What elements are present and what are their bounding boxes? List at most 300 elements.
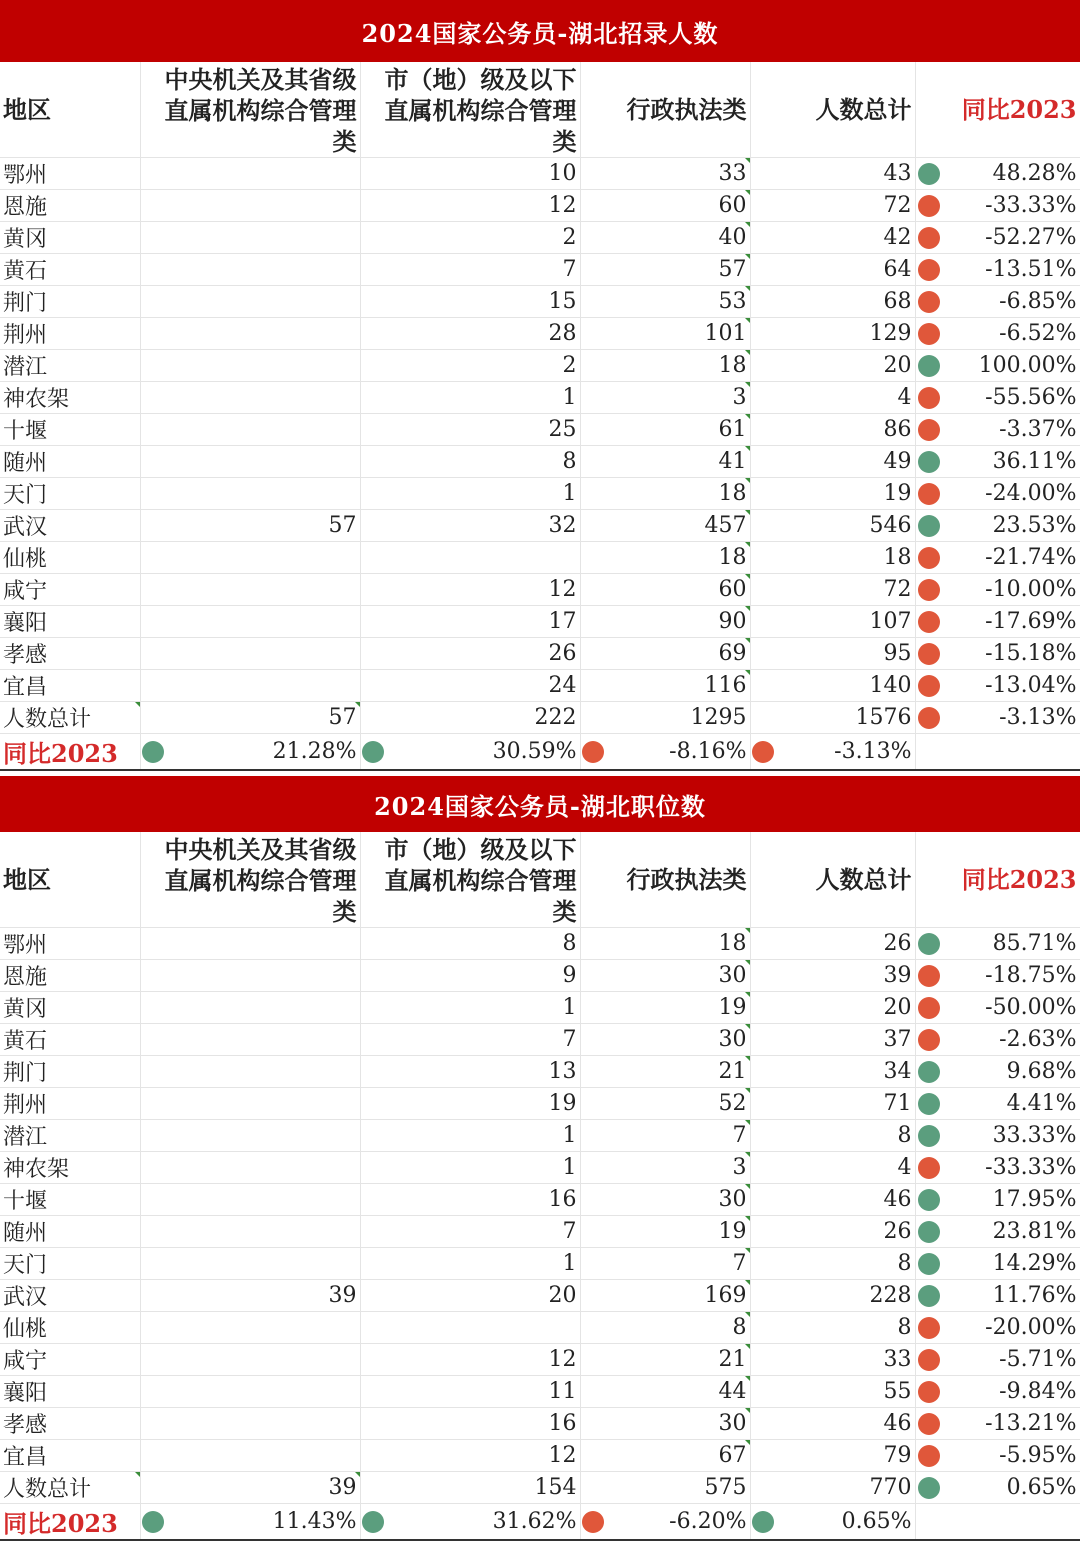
total-cell[interactable] (750, 1440, 915, 1472)
cell-value: 1 (562, 481, 577, 506)
central-cell[interactable] (140, 446, 360, 478)
table-row (0, 1120, 1080, 1152)
yoy-row-label[interactable] (0, 1504, 140, 1541)
region-cell[interactable] (0, 1376, 140, 1408)
table-row (0, 960, 1080, 992)
region-cell[interactable] (0, 190, 140, 222)
total-cell[interactable] (750, 446, 915, 478)
region-cell[interactable] (0, 960, 140, 992)
central-cell[interactable] (140, 222, 360, 254)
cell-value: -5.71% (999, 1347, 1077, 1372)
admin-cell[interactable] (580, 1152, 750, 1184)
admin-cell[interactable] (580, 1408, 750, 1440)
city-cell[interactable] (360, 190, 580, 222)
cell-value: 228 (869, 1283, 912, 1308)
region-cell[interactable] (0, 1152, 140, 1184)
admin-cell[interactable] (580, 1280, 750, 1312)
yoy-cell[interactable] (915, 1280, 1080, 1312)
region-cell[interactable] (0, 1120, 140, 1152)
yoy-cell[interactable] (915, 542, 1080, 574)
city-cell[interactable] (360, 670, 580, 702)
total-cell[interactable] (750, 158, 915, 190)
header-central[interactable]: 中央机关及其省级直属机构综合管理类 (140, 62, 360, 158)
city-cell[interactable] (360, 960, 580, 992)
total-cell[interactable] (750, 992, 915, 1024)
total-cell[interactable] (750, 1120, 915, 1152)
yoy-row-label[interactable] (0, 734, 140, 771)
header-central[interactable]: 中央机关及其省级直属机构综合管理类 (140, 832, 360, 928)
admin-cell[interactable] (580, 222, 750, 254)
total-cell[interactable] (750, 1152, 915, 1184)
region-cell[interactable] (0, 1280, 140, 1312)
cell-value: 18 (718, 481, 747, 506)
table-row (0, 350, 1080, 382)
yoy-cell[interactable] (915, 574, 1080, 606)
central-cell[interactable] (140, 254, 360, 286)
yoy-cell[interactable] (915, 1248, 1080, 1280)
summary-city-cell[interactable] (360, 1472, 580, 1504)
central-cell[interactable] (140, 158, 360, 190)
region-cell[interactable] (0, 670, 140, 702)
city-cell[interactable] (360, 382, 580, 414)
yoy-central-cell[interactable] (140, 1504, 360, 1541)
city-cell[interactable] (360, 574, 580, 606)
header-total[interactable]: 人数总计 (750, 62, 915, 158)
cell-value: -3.13% (999, 705, 1077, 730)
yoy-cell[interactable] (915, 414, 1080, 446)
summary-label[interactable] (0, 702, 140, 734)
city-cell[interactable] (360, 478, 580, 510)
green-circle-icon (918, 1061, 940, 1083)
table-row (0, 1376, 1080, 1408)
yoy-cell[interactable] (915, 254, 1080, 286)
city-cell[interactable] (360, 992, 580, 1024)
cell-value: 37 (883, 1027, 912, 1052)
table-row (0, 1024, 1080, 1056)
region-cell[interactable] (0, 542, 140, 574)
yoy-cell[interactable] (915, 960, 1080, 992)
total-cell[interactable] (750, 1024, 915, 1056)
central-cell[interactable] (140, 542, 360, 574)
total-cell[interactable] (750, 254, 915, 286)
comment-marker (745, 1280, 750, 1285)
total-cell[interactable] (750, 286, 915, 318)
header-total[interactable]: 人数总计 (750, 832, 915, 928)
total-cell[interactable] (750, 222, 915, 254)
region-cell[interactable] (0, 1216, 140, 1248)
region-cell[interactable] (0, 1248, 140, 1280)
header-yoy[interactable]: 同比2023 (915, 832, 1080, 928)
yoy-admin-cell[interactable] (580, 734, 750, 771)
green-circle-icon (918, 163, 940, 185)
cell-value: 457 (704, 513, 747, 538)
admin-cell[interactable] (580, 1184, 750, 1216)
region-cell[interactable] (0, 1056, 140, 1088)
admin-cell[interactable] (580, 510, 750, 542)
admin-cell[interactable] (580, 286, 750, 318)
yoy-cell[interactable] (915, 1152, 1080, 1184)
admin-cell[interactable] (580, 670, 750, 702)
city-cell[interactable] (360, 1024, 580, 1056)
city-cell[interactable] (360, 350, 580, 382)
yoy-cell[interactable] (915, 670, 1080, 702)
city-cell[interactable] (360, 1120, 580, 1152)
yoy-cell[interactable] (915, 350, 1080, 382)
region-cell[interactable] (0, 382, 140, 414)
admin-cell[interactable] (580, 638, 750, 670)
admin-cell[interactable] (580, 318, 750, 350)
city-cell[interactable] (360, 446, 580, 478)
cell-value: -2.63% (999, 1027, 1077, 1052)
admin-cell[interactable] (580, 1248, 750, 1280)
central-cell[interactable] (140, 992, 360, 1024)
region-cell[interactable] (0, 574, 140, 606)
total-cell[interactable] (750, 670, 915, 702)
yoy-cell[interactable] (915, 1216, 1080, 1248)
admin-cell[interactable] (580, 254, 750, 286)
total-cell[interactable] (750, 960, 915, 992)
central-cell[interactable] (140, 1184, 360, 1216)
city-cell[interactable] (360, 1056, 580, 1088)
cell-value: -18.75% (985, 963, 1077, 988)
total-cell[interactable] (750, 318, 915, 350)
city-cell[interactable] (360, 1344, 580, 1376)
city-cell[interactable] (360, 1376, 580, 1408)
yoy-cell[interactable] (915, 1440, 1080, 1472)
total-cell[interactable] (750, 414, 915, 446)
total-cell[interactable] (750, 1344, 915, 1376)
yoy-cell[interactable] (915, 1408, 1080, 1440)
central-cell[interactable] (140, 1440, 360, 1472)
comment-marker (135, 1472, 140, 1477)
cell-value: 21 (718, 1059, 747, 1084)
total-cell[interactable] (750, 478, 915, 510)
yoy-cell[interactable] (915, 446, 1080, 478)
city-cell[interactable] (360, 414, 580, 446)
central-cell[interactable] (140, 1248, 360, 1280)
header-region[interactable]: 地区 (0, 832, 140, 928)
region-cell[interactable] (0, 928, 140, 960)
total-cell[interactable] (750, 1056, 915, 1088)
cell-value: 33 (883, 1347, 912, 1372)
total-cell[interactable] (750, 542, 915, 574)
table-row (0, 1248, 1080, 1280)
total-cell[interactable] (750, 382, 915, 414)
comment-marker (745, 1056, 750, 1061)
yoy-cell[interactable] (915, 992, 1080, 1024)
city-cell[interactable] (360, 638, 580, 670)
cell-value: 40 (718, 225, 747, 250)
city-cell[interactable] (360, 254, 580, 286)
cell-value: 154 (534, 1475, 577, 1500)
total-cell[interactable] (750, 1088, 915, 1120)
yoy-total-cell[interactable] (750, 734, 915, 771)
region-cell[interactable] (0, 1024, 140, 1056)
central-cell[interactable] (140, 1216, 360, 1248)
total-cell[interactable] (750, 1376, 915, 1408)
region-cell[interactable] (0, 350, 140, 382)
city-cell[interactable] (360, 1408, 580, 1440)
table-row (0, 1056, 1080, 1088)
admin-cell[interactable] (580, 446, 750, 478)
region-cell[interactable] (0, 446, 140, 478)
admin-cell[interactable] (580, 1024, 750, 1056)
total-cell[interactable] (750, 350, 915, 382)
region-cell[interactable] (0, 254, 140, 286)
central-cell[interactable] (140, 670, 360, 702)
total-cell[interactable] (750, 1216, 915, 1248)
city-cell[interactable] (360, 158, 580, 190)
admin-cell[interactable] (580, 1056, 750, 1088)
header-admin[interactable]: 行政执法类 (580, 62, 750, 158)
admin-cell[interactable] (580, 1216, 750, 1248)
yoy-cell[interactable] (915, 318, 1080, 350)
yoy-cell[interactable] (915, 638, 1080, 670)
cell-value: 襄阳 (3, 611, 48, 636)
central-cell[interactable] (140, 478, 360, 510)
yoy-cell[interactable] (915, 1088, 1080, 1120)
region-cell[interactable] (0, 1184, 140, 1216)
city-cell[interactable] (360, 928, 580, 960)
empty-cell[interactable] (915, 1504, 1080, 1541)
region-cell[interactable] (0, 158, 140, 190)
yoy-cell[interactable] (915, 382, 1080, 414)
central-cell[interactable] (140, 1344, 360, 1376)
summary-central-cell[interactable] (140, 1472, 360, 1504)
cell-value: 1 (562, 1123, 577, 1148)
yoy-total-cell[interactable] (750, 1504, 915, 1541)
cell-value: 770 (869, 1475, 912, 1500)
central-cell[interactable] (140, 1088, 360, 1120)
central-cell[interactable] (140, 510, 360, 542)
yoy-cell[interactable] (915, 1024, 1080, 1056)
table-row (0, 542, 1080, 574)
city-cell[interactable] (360, 1216, 580, 1248)
admin-cell[interactable] (580, 1088, 750, 1120)
total-cell[interactable] (750, 574, 915, 606)
region-cell[interactable] (0, 1088, 140, 1120)
empty-cell[interactable] (915, 734, 1080, 771)
total-cell[interactable] (750, 1184, 915, 1216)
cell-value: 8 (732, 1315, 747, 1340)
cell-value: 72 (883, 193, 912, 218)
header-region[interactable]: 地区 (0, 62, 140, 158)
yoy-cell[interactable] (915, 1120, 1080, 1152)
red-circle-icon (918, 997, 940, 1019)
admin-cell[interactable] (580, 960, 750, 992)
region-cell[interactable] (0, 286, 140, 318)
central-cell[interactable] (140, 960, 360, 992)
central-cell[interactable] (140, 1152, 360, 1184)
central-cell[interactable] (140, 1312, 360, 1344)
admin-cell[interactable] (580, 414, 750, 446)
cell-value: 12 (548, 1347, 577, 1372)
admin-cell[interactable] (580, 158, 750, 190)
green-circle-icon (918, 515, 940, 537)
region-cell[interactable] (0, 510, 140, 542)
city-cell[interactable] (360, 286, 580, 318)
yoy-cell[interactable] (915, 190, 1080, 222)
comment-marker (745, 158, 750, 163)
yoy-cell[interactable] (915, 1376, 1080, 1408)
region-cell[interactable] (0, 1344, 140, 1376)
admin-cell[interactable] (580, 992, 750, 1024)
total-cell[interactable] (750, 1312, 915, 1344)
yoy-cell[interactable] (915, 928, 1080, 960)
admin-cell[interactable] (580, 1376, 750, 1408)
city-cell[interactable] (360, 542, 580, 574)
city-cell[interactable] (360, 1152, 580, 1184)
central-cell[interactable] (140, 382, 360, 414)
summary-central-cell[interactable] (140, 702, 360, 734)
admin-cell[interactable] (580, 382, 750, 414)
central-cell[interactable] (140, 638, 360, 670)
summary-city-cell[interactable] (360, 702, 580, 734)
header-city[interactable]: 市（地）级及以下直属机构综合管理类 (360, 62, 580, 158)
region-cell[interactable] (0, 1440, 140, 1472)
total-cell[interactable] (750, 1280, 915, 1312)
region-cell[interactable] (0, 414, 140, 446)
cell-value: 宜昌 (3, 675, 48, 700)
cell-value: -8.16% (669, 739, 747, 764)
header-admin[interactable]: 行政执法类 (580, 832, 750, 928)
total-cell[interactable] (750, 638, 915, 670)
yoy-city-cell[interactable] (360, 734, 580, 771)
city-cell[interactable] (360, 510, 580, 542)
cell-value: 31.62% (492, 1509, 577, 1534)
summary-admin-cell[interactable] (580, 702, 750, 734)
city-cell[interactable] (360, 318, 580, 350)
comment-marker (745, 286, 750, 291)
central-cell[interactable] (140, 1024, 360, 1056)
region-cell[interactable] (0, 1312, 140, 1344)
region-cell[interactable] (0, 222, 140, 254)
summary-total-cell[interactable] (750, 702, 915, 734)
table-row (0, 574, 1080, 606)
region-cell[interactable] (0, 318, 140, 350)
cell-value: 46 (883, 1187, 912, 1212)
yoy-cell[interactable] (915, 1344, 1080, 1376)
yoy-cell[interactable] (915, 1056, 1080, 1088)
region-cell[interactable] (0, 478, 140, 510)
city-cell[interactable] (360, 1184, 580, 1216)
admin-cell[interactable] (580, 928, 750, 960)
region-cell[interactable] (0, 1408, 140, 1440)
cell-value: 85.71% (992, 931, 1077, 956)
central-cell[interactable] (140, 1056, 360, 1088)
summary-label[interactable] (0, 1472, 140, 1504)
city-cell[interactable] (360, 1440, 580, 1472)
total-cell[interactable] (750, 190, 915, 222)
admin-cell[interactable] (580, 190, 750, 222)
cell-value: 同比2023 (3, 739, 118, 768)
city-cell[interactable] (360, 1312, 580, 1344)
city-cell[interactable] (360, 1088, 580, 1120)
region-cell[interactable] (0, 606, 140, 638)
central-cell[interactable] (140, 1408, 360, 1440)
central-cell[interactable] (140, 350, 360, 382)
summary-total-cell[interactable] (750, 1472, 915, 1504)
yoy-cell[interactable] (915, 1312, 1080, 1344)
yoy-cell[interactable] (915, 606, 1080, 638)
cell-value: 19 (548, 1091, 577, 1116)
admin-cell[interactable] (580, 1120, 750, 1152)
cell-value: -24.00% (985, 481, 1077, 506)
yoy-cell[interactable] (915, 478, 1080, 510)
central-cell[interactable] (140, 606, 360, 638)
city-cell[interactable] (360, 1280, 580, 1312)
summary-admin-cell[interactable] (580, 1472, 750, 1504)
cell-value: 20 (883, 353, 912, 378)
central-cell[interactable] (140, 190, 360, 222)
cell-value: 9 (562, 963, 577, 988)
region-cell[interactable] (0, 638, 140, 670)
yoy-cell[interactable] (915, 510, 1080, 542)
central-cell[interactable] (140, 414, 360, 446)
central-cell[interactable] (140, 1120, 360, 1152)
cell-value: 21 (718, 1347, 747, 1372)
comment-marker (745, 1088, 750, 1093)
total-cell[interactable] (750, 1248, 915, 1280)
yoy-cell[interactable] (915, 286, 1080, 318)
admin-cell[interactable] (580, 1440, 750, 1472)
admin-cell[interactable] (580, 574, 750, 606)
total-cell[interactable] (750, 510, 915, 542)
region-cell[interactable] (0, 992, 140, 1024)
cell-value: 0.65% (841, 1509, 912, 1534)
city-cell[interactable] (360, 1248, 580, 1280)
summary-yoy-cell[interactable] (915, 702, 1080, 734)
cell-value: 18 (718, 931, 747, 956)
header-city[interactable]: 市（地）级及以下直属机构综合管理类 (360, 832, 580, 928)
central-cell[interactable] (140, 928, 360, 960)
comment-marker (745, 1024, 750, 1029)
admin-cell[interactable] (580, 478, 750, 510)
header-yoy[interactable]: 同比2023 (915, 62, 1080, 158)
yoy-central-cell[interactable] (140, 734, 360, 771)
central-cell[interactable] (140, 1280, 360, 1312)
admin-cell[interactable] (580, 1344, 750, 1376)
city-cell[interactable] (360, 222, 580, 254)
cell-value: 天门 (3, 483, 48, 508)
cell-value: 9.68% (1006, 1059, 1077, 1084)
central-cell[interactable] (140, 318, 360, 350)
cell-value: 43 (883, 161, 912, 186)
admin-cell[interactable] (580, 542, 750, 574)
admin-cell[interactable] (580, 1312, 750, 1344)
central-cell[interactable] (140, 286, 360, 318)
total-cell[interactable] (750, 606, 915, 638)
central-cell[interactable] (140, 574, 360, 606)
total-cell[interactable] (750, 1408, 915, 1440)
yoy-cell[interactable] (915, 158, 1080, 190)
yoy-admin-cell[interactable] (580, 1504, 750, 1541)
summary-yoy-cell[interactable] (915, 1472, 1080, 1504)
cell-value: 57 (328, 513, 357, 538)
yoy-cell[interactable] (915, 1184, 1080, 1216)
cell-value: 48.28% (992, 161, 1077, 186)
central-cell[interactable] (140, 1376, 360, 1408)
admin-cell[interactable] (580, 606, 750, 638)
yoy-city-cell[interactable] (360, 1504, 580, 1541)
cell-value: 天门 (3, 1253, 48, 1278)
yoy-cell[interactable] (915, 222, 1080, 254)
total-cell[interactable] (750, 928, 915, 960)
city-cell[interactable] (360, 606, 580, 638)
cell-value: -5.95% (999, 1443, 1077, 1468)
cell-value: 8 (562, 449, 577, 474)
admin-cell[interactable] (580, 350, 750, 382)
